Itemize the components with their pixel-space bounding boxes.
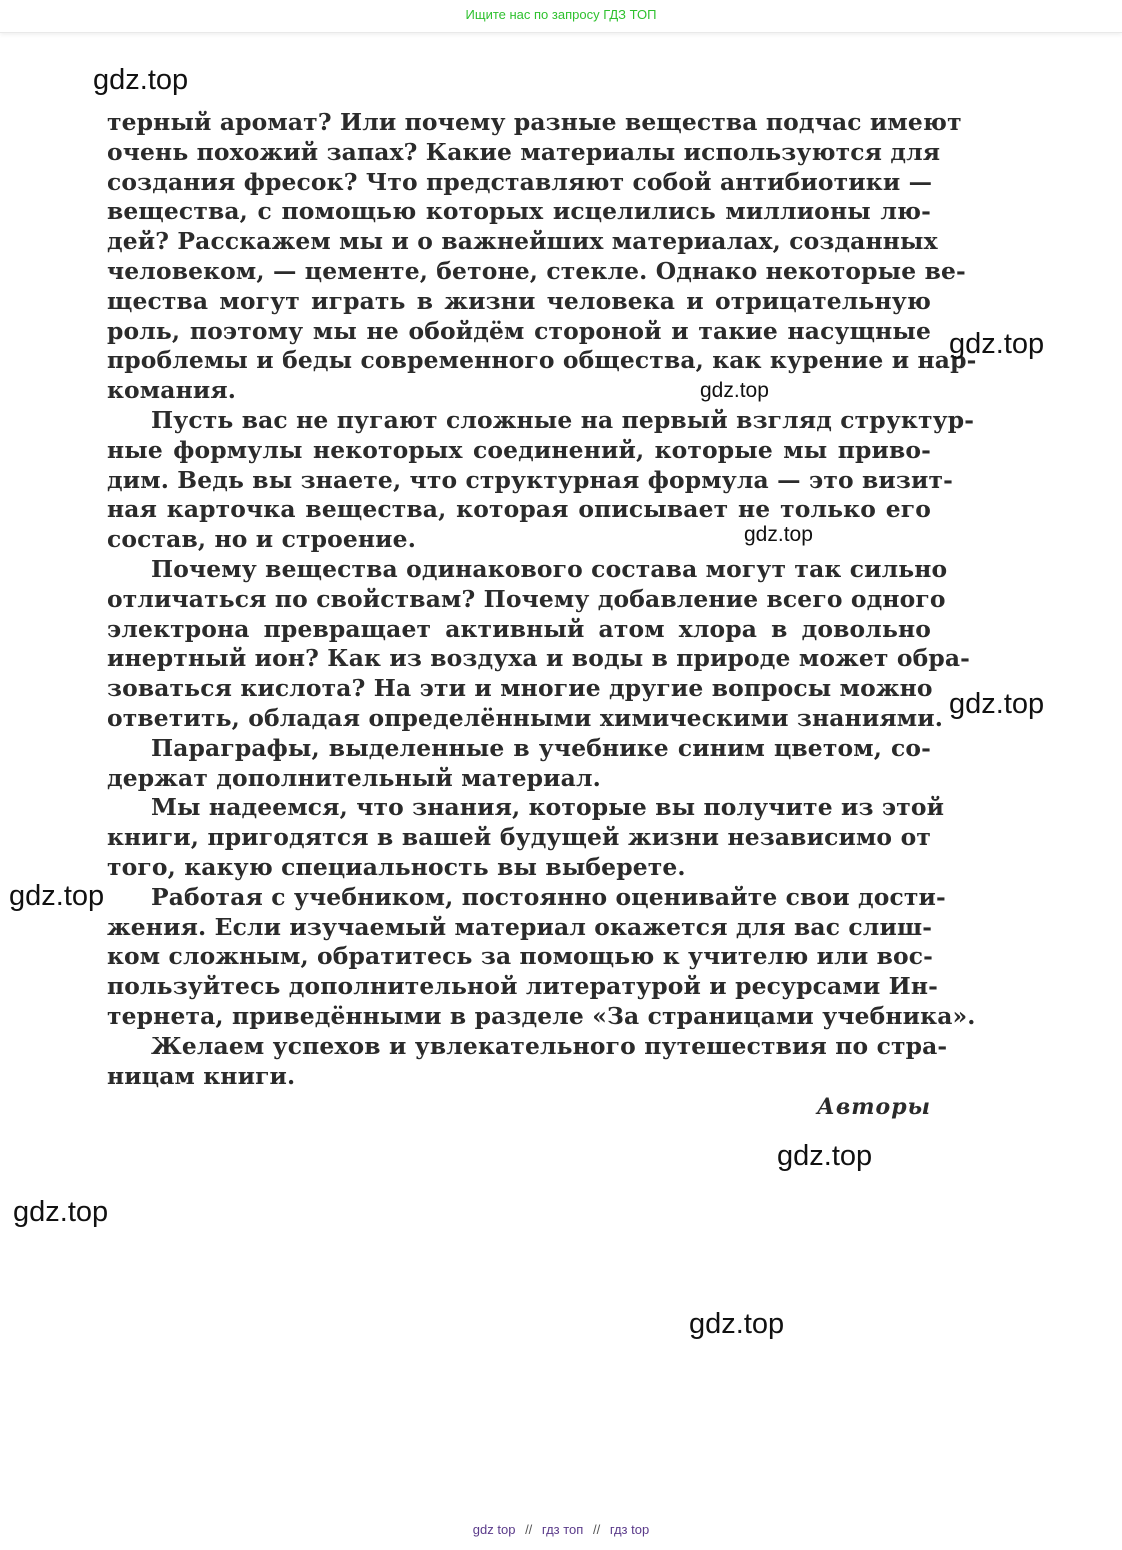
text-line: Пусть вас не пугают сложные на первый взгляд структур- — [151, 405, 975, 434]
footer-link-2[interactable]: гдз топ — [541, 1522, 584, 1537]
text-line: дей? Расскажем мы и о важнейших материалах, созданных — [107, 227, 938, 256]
text-line: терный аромат? Или почему разные вещества подчас имеют — [107, 108, 962, 136]
footer-link-1[interactable]: gdz top — [472, 1522, 516, 1537]
text-line: создания фресок? Что представляют собой антибиотики — — [107, 167, 933, 196]
text-line: жения. Если изучаемый материал окажется для вас слиш- — [107, 912, 933, 941]
footer-separator: // — [525, 1522, 533, 1537]
text-line: ницам книги. — [107, 1061, 296, 1090]
text-line: Почему вещества одинакового состава могут так сильно — [151, 554, 948, 583]
text-line: инертный ион? Как из воздуха и воды в природе может обра- — [107, 644, 971, 673]
footer-link-3[interactable]: гдз top — [609, 1522, 650, 1537]
footer-links — [0, 1522, 1122, 1537]
text-line: ная карточка вещества, которая описывает не только его — [107, 495, 931, 524]
top-banner — [0, 0, 1122, 33]
text-line: Желаем успехов и увлекательного путешествия по стра- — [151, 1031, 948, 1060]
paragraph — [107, 108, 977, 406]
paragraph — [107, 793, 945, 882]
watermark: gdz.top — [689, 1308, 785, 1340]
text-line: Мы надеемся, что знания, которые вы получите из этой — [151, 793, 945, 822]
text-line: Работая с учебником, постоянно оценивайте свои дости- — [151, 882, 946, 911]
text-line: отличаться по свойствам? Почему добавление всего одного — [107, 584, 946, 613]
watermark: gdz.top — [700, 379, 769, 402]
text-line: электрона превращает активный атом хлора в довольно — [107, 614, 931, 643]
text-line: очень похожий запах? Какие материалы используются для — [107, 137, 941, 166]
watermark: gdz.top — [777, 1140, 873, 1172]
textbook-page-text — [107, 108, 977, 1091]
text-line: ком сложным, обратитесь за помощью к учителю или вос- — [107, 942, 934, 971]
author-signature: Авторы — [816, 1094, 931, 1120]
text-line: человеком, — цементе, бетоне, стекле. Однако некоторые ве- — [107, 256, 966, 285]
text-line: книги, пригодятся в вашей будущей жизни независимо от — [107, 823, 931, 852]
watermark: gdz.top — [949, 328, 1045, 360]
watermark: gdz.top — [949, 688, 1045, 720]
text-line: Параграфы, выделенные в учебнике синим цветом, со- — [151, 733, 931, 762]
top-banner-text: Ищите нас по запросу ГДЗ ТОП — [465, 7, 657, 22]
text-line: тернета, приведёнными в разделе «За страницами учебника». — [107, 1001, 976, 1030]
text-line: роль, поэтому мы не обойдём стороной и такие насущные — [107, 316, 931, 345]
footer-separator: // — [592, 1522, 601, 1537]
text-line: ные формулы некоторых соединений, которые мы приво- — [107, 435, 931, 464]
text-line: вещества, с помощью которых исцелились миллионы лю- — [107, 197, 931, 226]
paragraph — [107, 882, 976, 1032]
text-line: состав, но и строение. — [107, 525, 416, 554]
paragraph — [107, 734, 931, 794]
watermark: gdz.top — [744, 523, 813, 546]
watermark: gdz.top — [13, 1196, 109, 1228]
text-line: дим. Ведь вы знаете, что структурная формула — это визит- — [107, 465, 954, 494]
paragraph — [107, 1031, 948, 1092]
text-line: ответить, обладая определёнными химическими знаниями. — [107, 703, 944, 732]
text-line: проблемы и беды современного общества, как курение и нар- — [107, 346, 977, 375]
text-line: щества могут играть в жизни человека и отрицательную — [107, 286, 931, 315]
watermark: gdz.top — [9, 880, 105, 912]
paragraph — [107, 554, 971, 734]
text-line: комания. — [107, 376, 237, 405]
text-line: зоваться кислота? На эти и многие другие вопросы можно — [107, 674, 933, 703]
text-line: пользуйтесь дополнительной литературой и ресурсами Ин- — [107, 972, 938, 1001]
watermark: gdz.top — [93, 64, 189, 96]
text-line: держат дополнительный материал. — [107, 763, 601, 792]
text-line: того, какую специальность вы выберете. — [107, 852, 686, 881]
